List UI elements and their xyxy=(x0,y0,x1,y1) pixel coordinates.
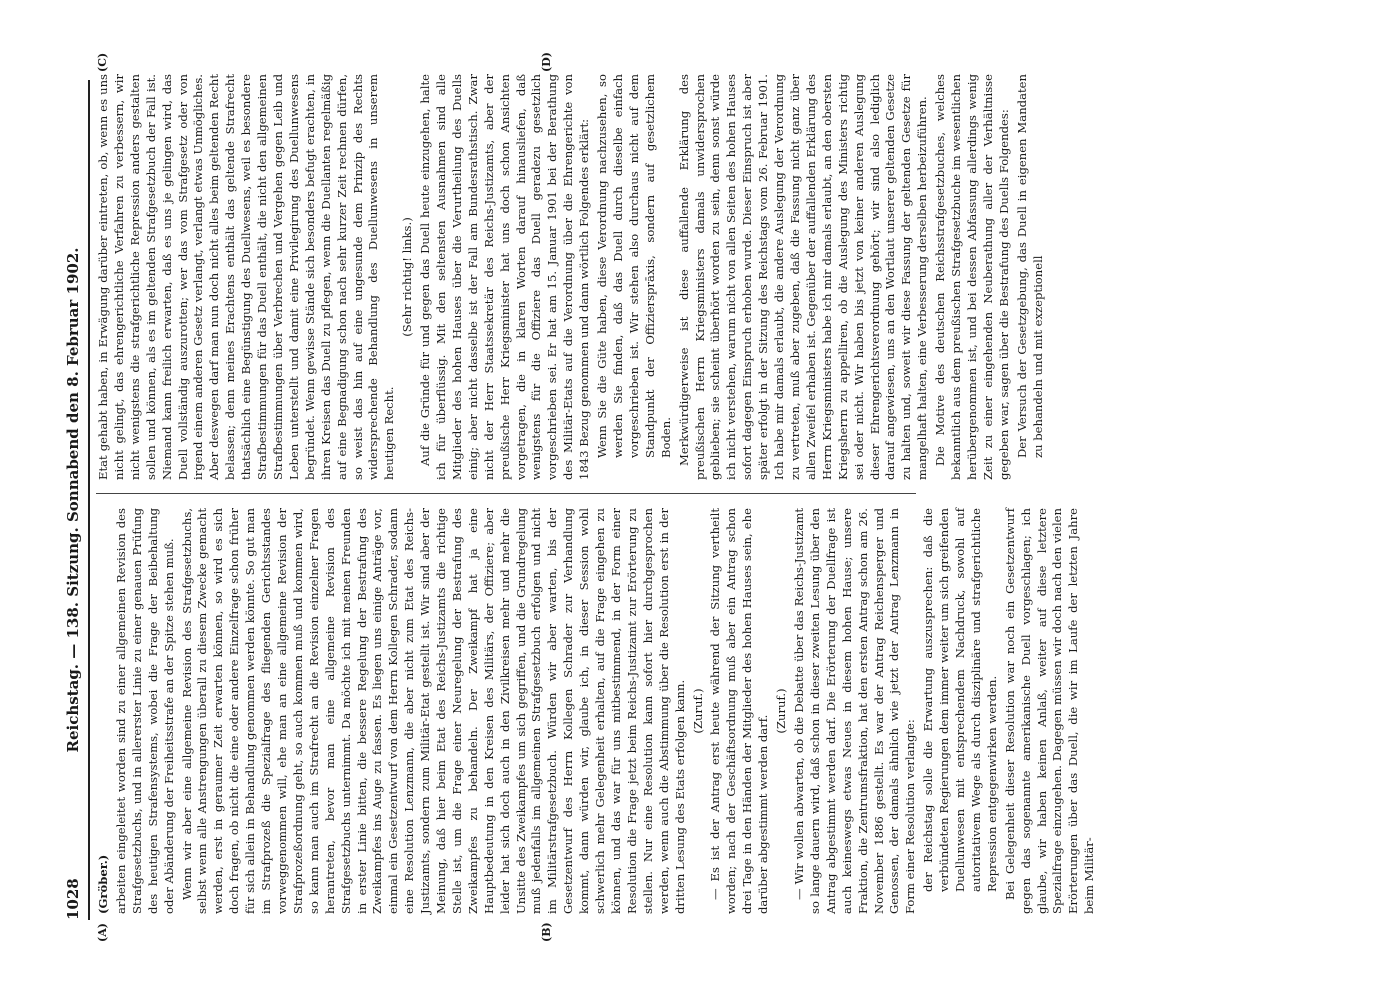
margin-marker-d: (D) xyxy=(540,52,553,72)
page-number: 1028 xyxy=(64,878,82,920)
margin-marker-c: (C) xyxy=(96,52,109,72)
applause: (Sehr richtig! links.) xyxy=(400,217,415,337)
paragraph: Merkwürdigerweise ist diese auffallende Erklärung des preußischen Herrn Kriegsministers damals unwidersprochen geblieben; sie scheint überhört worden zu sein, denn sonst würde ich nicht verstehen, warum nicht von allen Seiten des hohen Hauses sofort dagegen Einspruch erhoben wurde. Dieser Einspruch ist aber später erfolgt in der Sitzung des Reichstags vom 26. Februar 1901. Ich habe mir damals erlaubt, die andere Auslegung der Verordnung zu vertreten, muß aber zugeben, daß die Fassung nicht ganz über allen Zweifel erhaben ist. Gegenüber der auffallenden Erklärung des Herrn Kriegsministers habe ich mir damals erlaubt, an den obersten Kriegsherrn zu appelliren, ob die Auslegung des Ministers richtig sei oder nicht. Wir haben bis jetzt von keiner anderen Auslegung dieser Ehrengerichtsverordnung gehört; wir sind also lediglich darauf angewiesen, uns an den Wortlaut unserer geltenden Gesetze zu halten und, soweit wir diese Fassung der geltenden Gesetze für mangelhaft halten, eine Verbesserung derselben herbeizuführen. xyxy=(676,74,930,480)
quoted-statement: Wenn Sie die Güte haben, diese Verordnung nachzusehen, so werden Sie finden, daß das Duell durch dieselbe einfach vorgeschrieben ist. Wir stehen also durchaus nicht auf dem Standpunkt der Offiziersprāxis, sondern auf gesetzlichem Boden. xyxy=(595,74,673,458)
paragraph: arbeiten eingeleitet worden sind zu einer allgemeinen Revision des Strafgesetzbuchs, und in allererster Linie zu einer genauen Prüfung des heutigen Strafensystems, wobei die Frage der Beibehaltung oder Abänderung der Freiheitsstrafe an der Spitze stehen muß. xyxy=(113,508,176,914)
paragraph: — Es ist der Antrag erst heute während der Sitzung vertheilt worden; nach der Geschäftsordnung muß aber ein Antrag schon drei Tage in den Händen der Mitglieder des hohen Hauses sein, ehe darüber abgestimmt werden darf. xyxy=(708,508,771,914)
page-title: Reichstag. — 138. Sitzung. Sonnabend den 8. Februar 1902. xyxy=(64,247,82,753)
interjection: (Zuruf.) xyxy=(690,688,705,734)
margin-marker-a: (A) xyxy=(96,923,109,942)
left-column xyxy=(96,508,1100,914)
interjection: (Zuruf.) xyxy=(774,688,789,734)
paragraph: Wenn wir aber eine allgemeine Revision des Strafgesetzbuchs, selbst wenn alle Anstrengungen überall zu diesem Zwecke gemacht werden, erst in geraumer Zeit erwarten können, so wird es sich doch fragen, ob nicht die eine oder andere Einzelfrage schon früher für sich allein in Behandlung genommen werden könnte. So gut man im Strafprozeß die Spezialfrage des fliegenden Gerichtsstandes vorweggenommen will, ehe man an eine allgemeine Revision der Strafprozeßordnung geht, so auch kommen muß und kommen wird, so kann man auch im Strafrecht an die Revision einzelner Fragen herantreten, bevor man eine allgemeine Revision des Strafgesetzbuchs unternimmt. Da möchte ich mit meinen Freunden in erster Linie bitten, die bessere Regelung der Bestrafung des Zweikampfes ins Auge zu fassen. Es liegen uns einige Anträge vor, einmal ein Gesetzentwurf von dem Herrn Kollegen Schrader, sodann eine Resolution Lenzmann, die aber nicht zum Etat des Reichs-Justizamts, sondern zum Militär-Etat gestellt ist. Wir sind aber der Meinung, daß hier beim Etat des Reichs-Justizamts die richtige Stelle ist, um die Frage einer Neuregelung der Bestrafung des Zweikampfes zu behandeln. Der Zweikampf hat ja eine Hauptbedeutung in den Kreisen des Militärs, der Offiziere; aber leider hat sich doch auch in den Zivilkreisen mehr und mehr die Unsitte des Zweikampfes um sich gegriffen, und die Grundregelung muß jedenfalls im allgemeinen Strafgesetzbuch erfolgen und nicht im Militärstrafgesetzbuch. Würden wir aber warten, bis der Gesetzentwurf des Herrn Kollegen Schrader zur Verhandlung kommt, dann würden wir, glaube ich, in dieser Session wohl schwerlich mehr Gelegenheit erhalten, auf die Frage eingehen zu können, und das war für uns mitbestimmend, in der Form einer Resolution die Frage jetzt beim Reichs-Justizamt zur Erörterung zu stellen. Nur eine Resolution kann sofort hier durchgesprochen werden, wenn auch die Abstimmung über die Resolution erst in der dritten Lesung des Etats erfolgen kann. xyxy=(179,508,687,914)
paragraph: Etat gehabt haben, in Erwägung darüber eintreten, ob, wenn es uns nicht gelingt, das ehrengerichtliche Verfahren zu verbessern, wir nicht wenigstens die strafgerichtliche Repression anders gestalten sollen und können, als es im geltenden Strafgesetzbuch der Fall ist. Niemand kann freilich erwarten, daß es uns je gelingen wird, das Duell vollständig auszurotten; wer das vom Strafgesetz oder von irgend einem anderen Gesetz verlangt, verlangt etwas Unmögliches. Aber deswegen darf man nun doch nicht alles beim geltenden Recht belassen; denn meines Erachtens enthält das geltende Strafrecht thatsächlich eine Begünstigung des Duellwesens, weil es besondere Strafbestimmungen für das Duell enthält, die nicht den allgemeinen Strafbestimmungen über Verbrechen und Vergehen gegen Leib und Leben unterstellt und damit eine Privilegirung des Duellunwesens begründet. Wenn gewisse Stände sich besonders befugt erachten, in ihren Kreisen das Duell zu pflegen, wenn die Duellanten regelmäßig auf eine Begnadigung schon nach sehr kurzer Zeit rechnen dürfen, so weist das hin auf eine ungesunde dem Prinzip des Rechts widersprechende Behandlung des Duellunwesens in unserem heutigen Recht. xyxy=(96,74,397,480)
quoted-motive: Der Versuch der Gesetzgebung, das Duell in eigenen Mandaten zu behandeln und mit exzeptionell xyxy=(1014,74,1045,458)
paragraph: Bei Gelegenheit dieser Resolution war noch ein Gesetzentwurf gegen das sogenannte amerikanische Duell vorgeschlagen; ich glaube, wir haben keinen Anlaß, weiter auf diese letztere Spezialfrage einzugehen. Dagegen müssen wir doch nach den vielen Erörterungen über das Duell, die wir im Laufe der letzten Jahre beim Militär- xyxy=(1002,508,1097,914)
right-column xyxy=(96,74,1048,480)
column-divider xyxy=(96,493,916,494)
page-header xyxy=(62,80,90,920)
paragraph: Die Motive des deutschen Reichsstrafgesetzbuches, welches bekanntlich aus dem preußischen Strafgesetzbuche im wesentlichen herübergenommen ist, und bei dessen Abfassung allerdings wenig Zeit zu einer eingehenden Neuberathung aller der Verhältnisse gegeben war, sagen über die Bestrafung des Duells Folgendes: xyxy=(933,74,1011,480)
paragraph: — Wir wollen abwarten, ob die Debatte über das Reichs-Justizamt so lange dauern wird, daß schon in dieser zweiten Lesung über den Antrag abgestimmt werden darf. Die Erörterung der Duellfrage ist auch keineswegs etwas Neues in diesem hohen Hause; unsere Fraktion, die Zentrumsfraktion, hat den ersten Antrag schon am 26. November 1886 gestellt. Es war der Antrag Reichensperger und Genossen, der damals ähnlich wie jetzt der Antrag Lenzmann in Form einer Resolution verlangte: xyxy=(791,508,918,914)
margin-marker-b: (B) xyxy=(540,922,553,942)
speaker-name: (Gröber.) xyxy=(96,854,110,914)
paragraph: Auf die Gründe für und gegen das Duell heute einzugehen, halte ich für überflüssig. Mit den seltensten Ausnahmen sind alle Mitglieder des hohen Hauses über die Verurtheilung des Duells einig; aber nicht dasselbe ist der Fall am Bundesrathstisch. Zwar nicht der Herr Staatssekretär des Reichs-Justizamts, aber der preußische Herr Kriegsminister hat uns doch schon Ansichten vorgetragen, die in klaren Worten darauf hinausliefen, daß wenigstens für die Offiziere das Duell geradezu gesetzlich vorgeschrieben sei. Er hat am 15. Januar 1901 bei der Berathung des Militär-Etats auf die Verordnung über die Ehrengerichte von 1843 Bezug genommen und dann wörtlich Folgendes erklärt: xyxy=(418,74,592,480)
quoted-resolution: der Reichstag solle die Erwartung auszusprechen: daß die verbündeten Regierungen dem immer weiter um sich greifenden Duellunwesen mit entsprechendem Nachdruck, sowohl auf autoritativem Wege als durch disziplinäre und strafgerichtliche Repression entgegenwirken werden. xyxy=(921,508,999,892)
